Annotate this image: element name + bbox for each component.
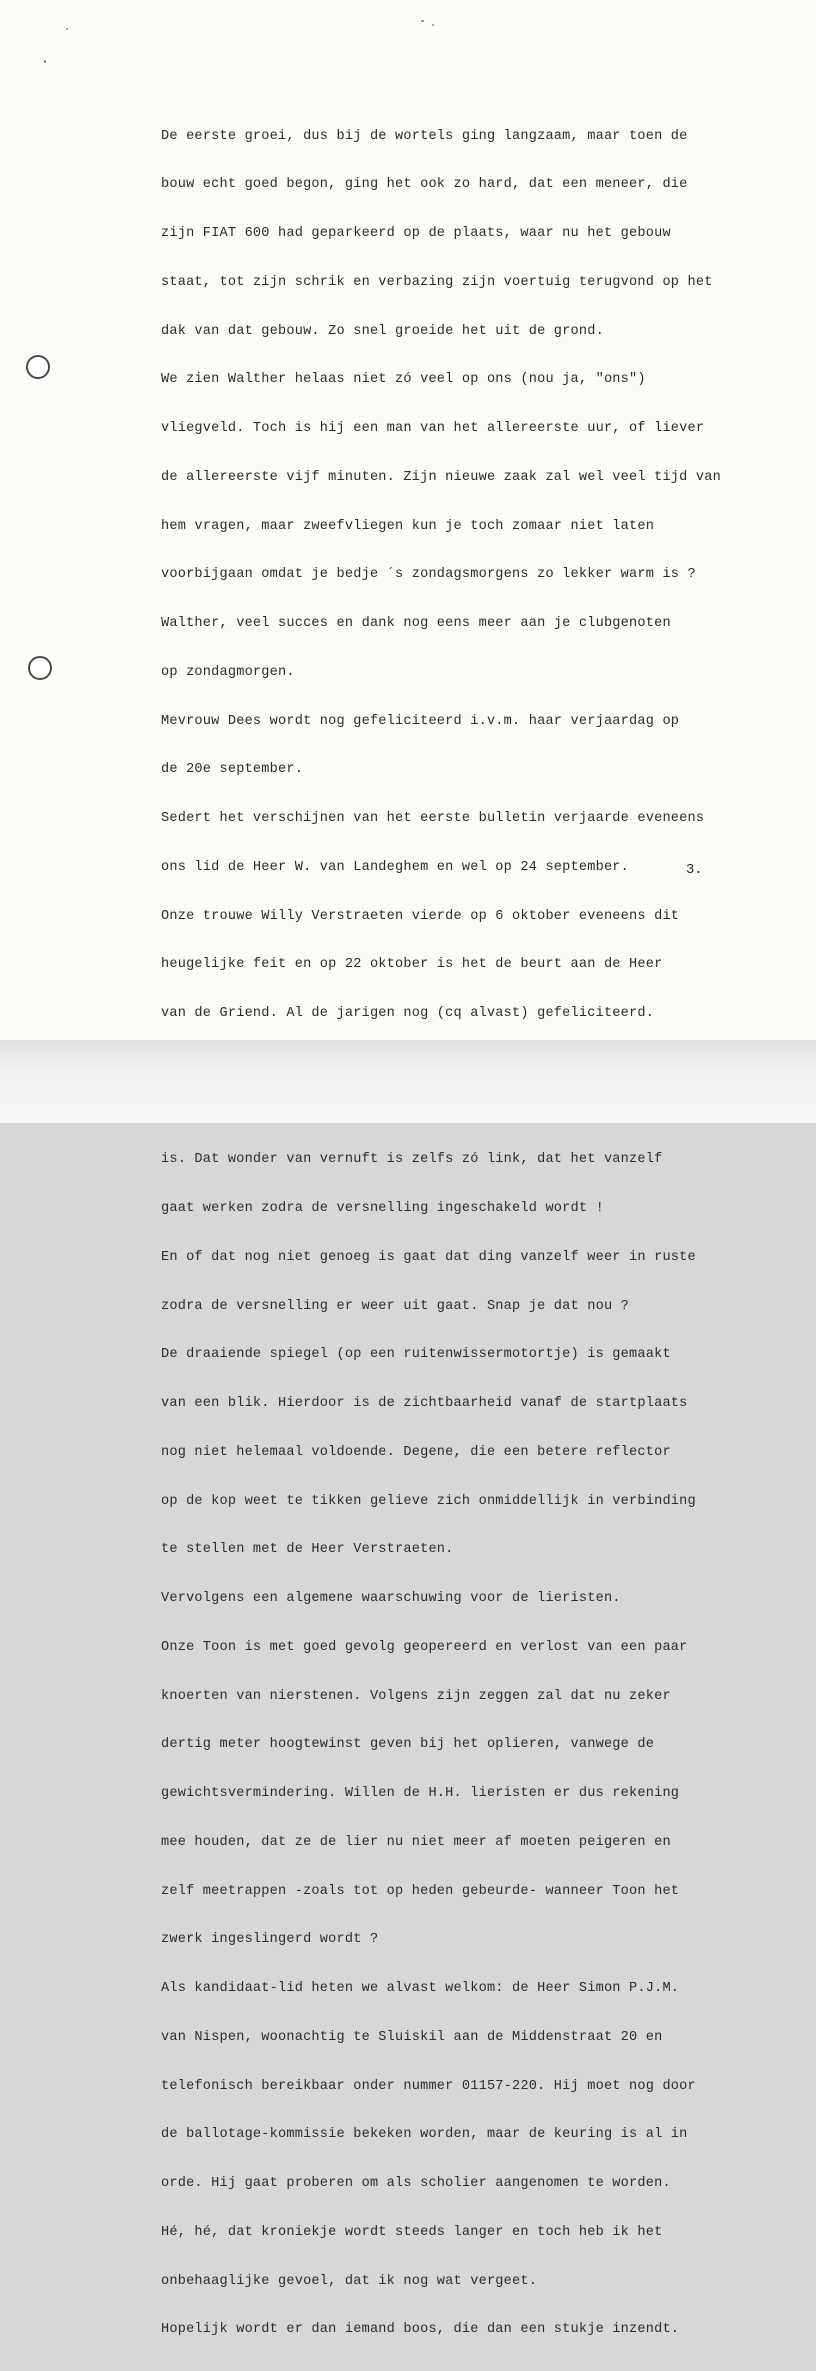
text-line: mee houden, dat ze de lier nu niet meer af moeten peigeren en xyxy=(161,1834,671,1850)
text-line: de 20e september. xyxy=(161,762,304,778)
scanner-background xyxy=(0,1040,816,1123)
text-line: op de kop weet te tikken gelieve zich onmiddellijk in verbinding xyxy=(161,1493,696,1509)
text-line: op zondagmorgen. xyxy=(161,664,295,680)
text-line: hem vragen, maar zweefvliegen kun je toch zomaar niet laten xyxy=(161,518,655,534)
text-line: De draaiende spiegel (op een ruitenwissermotortje) is gemaakt xyxy=(161,1347,671,1363)
text-line: Hé, hé, dat kroniekje wordt steeds langer en toch heb ik het xyxy=(161,2224,663,2240)
text-line: Onze Toon is met goed gevolg geopereerd en verlost van een paar xyxy=(161,1639,688,1655)
text-line: de ballotage-kommissie bekeken worden, maar de keuring is al in xyxy=(161,2127,688,2143)
text-line: is. Dat wonder van vernuft is zelfs zó link, dat het vanzelf xyxy=(161,1152,663,1168)
text-line: zijn FIAT 600 had geparkeerd op de plaats, waar nu het gebouw xyxy=(161,226,671,241)
text-line: vliegveld. Toch is hij een man van het allereerste uur, of liever xyxy=(161,421,705,436)
text-line: Mevrouw Dees wordt nog gefeliciteerd i.v.m. haar verjaardag op xyxy=(161,713,680,729)
page-number: 3. xyxy=(686,862,703,878)
text-line: Hopelijk wordt er dan iemand boos, die dan een stukje inzendt. xyxy=(161,2322,680,2338)
text-line: voorbijgaan omdat je bedje ´s zondagsmorgens zo lekker warm is ? xyxy=(161,567,696,583)
text-line: van Nispen, woonachtig te Sluiskil aan de Middenstraat 20 en xyxy=(161,2029,663,2045)
punch-hole-top xyxy=(26,355,50,379)
paper-speck xyxy=(44,60,46,63)
text-line: gaat werken zodra de versnelling ingeschakeld wordt ! xyxy=(161,1201,604,1216)
body-text xyxy=(161,96,741,2371)
text-line: Als kandidaat-lid heten we alvast welkom: de Heer Simon P.J.M. xyxy=(161,1981,680,1996)
paper-speck xyxy=(432,24,434,26)
text-line: dertig meter hoogtewinst geven bij het oplieren, vanwege de xyxy=(161,1737,655,1753)
text-line: ons lid de Heer W. van Landeghem en wel op 24 september. xyxy=(161,859,630,875)
paper-speck xyxy=(421,20,424,22)
text-line: nog niet helemaal voldoende. Degene, die een betere reflector xyxy=(161,1444,671,1460)
text-line: Onze trouwe Willy Verstraeten vierde op 6 oktober eveneens dit xyxy=(161,908,680,924)
text-line: zelf meetrappen -zoals tot op heden gebeurde- wanneer Toon het xyxy=(161,1883,680,1899)
text-line: orde. Hij gaat proberen om als scholier aangenomen te worden. xyxy=(161,2176,671,2191)
text-line: van de Griend. Al de jarigen nog (cq alvast) gefeliciteerd. xyxy=(161,1006,655,1021)
text-line: knoerten van nierstenen. Volgens zijn zeggen zal dat nu zeker xyxy=(161,1688,671,1704)
text-line: te stellen met de Heer Verstraeten. xyxy=(161,1542,454,1558)
text-line: We zien Walther helaas niet zó veel op ons (nou ja, "ons") xyxy=(161,372,646,388)
text-line: heugelijke feit en op 22 oktober is het de beurt aan de Heer xyxy=(161,957,663,973)
text-line: de allereerste vijf minuten. Zijn nieuwe zaak zal wel veel tijd van xyxy=(161,469,721,485)
text-line: telefonisch bereikbaar onder nummer 01157-220. Hij moet nog door xyxy=(161,2078,696,2094)
text-line: Walther, veel succes en dank nog eens meer aan je clubgenoten xyxy=(161,616,671,631)
text-line: onbehaaglijke gevoel, dat ik nog wat vergeet. xyxy=(161,2273,538,2289)
text-line: van een blik. Hierdoor is de zichtbaarheid vanaf de startplaats xyxy=(161,1396,688,1411)
text-line: staat, tot zijn schrik en verbazing zijn voertuig terugvond op het xyxy=(161,274,713,290)
text-line: zwerk ingeslingerd wordt ? xyxy=(161,1932,379,1948)
text-line: De eerste groei, dus bij de wortels ging langzaam, maar toen de xyxy=(161,128,688,144)
text-line: Sedert het verschijnen van het eerste bulletin verjaarde eveneens xyxy=(161,811,705,826)
text-line: Vervolgens een algemene waarschuwing voor de lieristen. xyxy=(161,1591,621,1606)
text-line: gewichtsvermindering. Willen de H.H. lieristen er dus rekening xyxy=(161,1786,680,1801)
text-line: dak van dat gebouw. Zo snel groeide het uit de grond. xyxy=(161,323,604,339)
text-line: En of dat nog niet genoeg is gaat dat ding vanzelf weer in ruste xyxy=(161,1249,696,1265)
text-line: bouw echt goed begon, ging het ook zo hard, dat een meneer, die xyxy=(161,177,688,193)
paper-speck xyxy=(66,28,68,30)
punch-hole-bottom xyxy=(28,656,52,680)
text-line: zodra de versnelling er weer uit gaat. Snap je dat nou ? xyxy=(161,1298,630,1314)
